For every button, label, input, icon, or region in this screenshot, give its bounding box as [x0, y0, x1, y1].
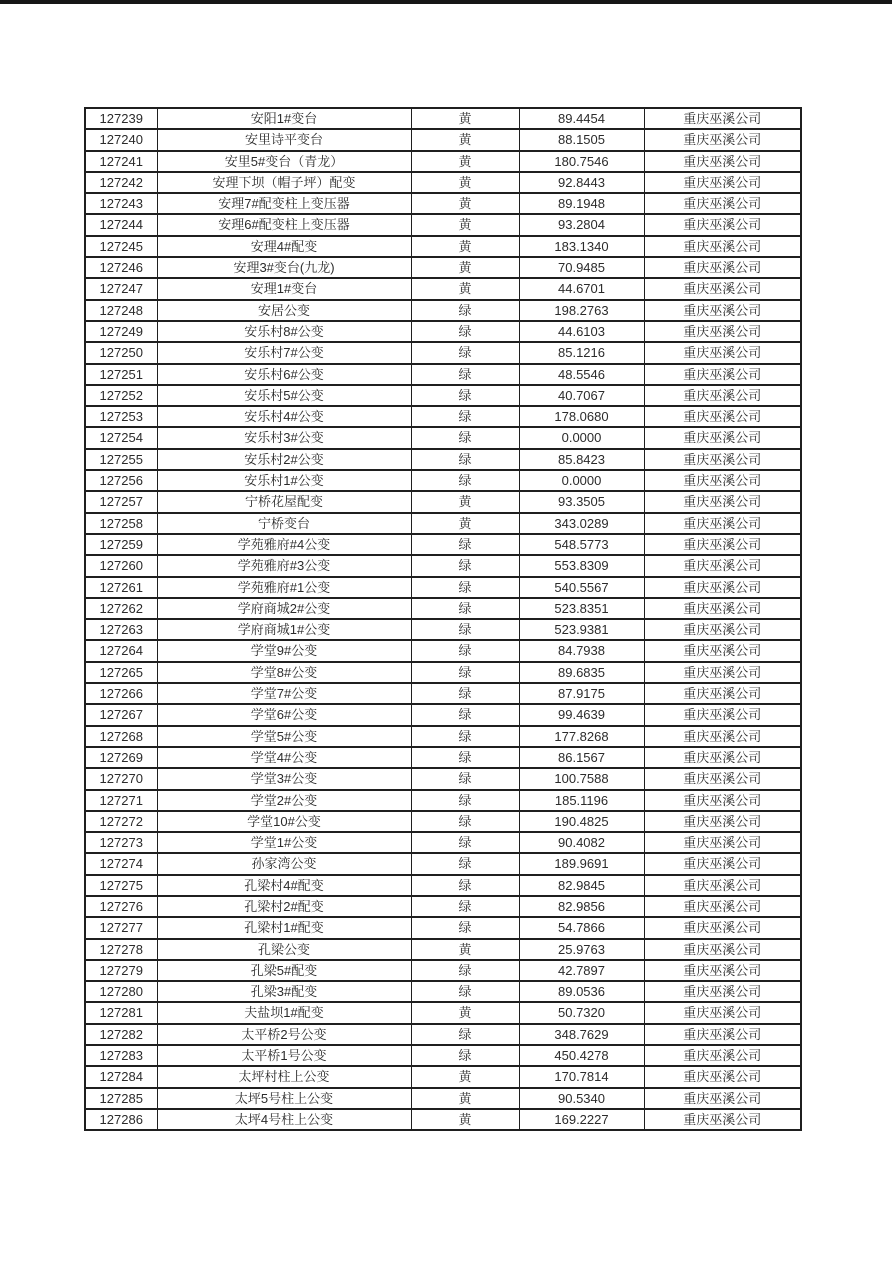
- cell-device-name: 孔梁3#配变: [157, 981, 411, 1002]
- cell-company: 重庆巫溪公司: [644, 513, 801, 534]
- cell-company: 重庆巫溪公司: [644, 1024, 801, 1045]
- cell-device-name: 安里5#变台（青龙）: [157, 151, 411, 172]
- cell-value: 553.8309: [519, 555, 644, 576]
- cell-value: 177.8268: [519, 726, 644, 747]
- cell-company: 重庆巫溪公司: [644, 981, 801, 1002]
- cell-device-name: 宁桥变台: [157, 513, 411, 534]
- table-row: [85, 939, 801, 960]
- cell-company: 重庆巫溪公司: [644, 321, 801, 342]
- cell-company: 重庆巫溪公司: [644, 875, 801, 896]
- cell-device-name: 学堂7#公变: [157, 683, 411, 704]
- cell-device-name: 太坪5号柱上公变: [157, 1088, 411, 1109]
- cell-record-id: 127243: [85, 193, 157, 214]
- cell-status-flag: 黄: [411, 491, 519, 512]
- cell-device-name: 学苑雅府#1公变: [157, 577, 411, 598]
- cell-company: 重庆巫溪公司: [644, 151, 801, 172]
- table-row: [85, 342, 801, 363]
- cell-status-flag: 黄: [411, 278, 519, 299]
- table-row: [85, 853, 801, 874]
- cell-device-name: 安理4#配变: [157, 236, 411, 257]
- table-row: [85, 385, 801, 406]
- cell-record-id: 127262: [85, 598, 157, 619]
- cell-company: 重庆巫溪公司: [644, 896, 801, 917]
- cell-record-id: 127260: [85, 555, 157, 576]
- cell-record-id: 127255: [85, 449, 157, 470]
- cell-status-flag: 黄: [411, 214, 519, 235]
- cell-record-id: 127245: [85, 236, 157, 257]
- cell-value: 44.6701: [519, 278, 644, 299]
- cell-record-id: 127242: [85, 172, 157, 193]
- cell-record-id: 127263: [85, 619, 157, 640]
- cell-value: 99.4639: [519, 704, 644, 725]
- cell-status-flag: 绿: [411, 1024, 519, 1045]
- cell-company: 重庆巫溪公司: [644, 1088, 801, 1109]
- cell-record-id: 127266: [85, 683, 157, 704]
- cell-record-id: 127270: [85, 768, 157, 789]
- cell-value: 93.3505: [519, 491, 644, 512]
- cell-device-name: 安里诗平变台: [157, 129, 411, 150]
- cell-company: 重庆巫溪公司: [644, 214, 801, 235]
- cell-status-flag: 黄: [411, 193, 519, 214]
- table-row: [85, 406, 801, 427]
- cell-status-flag: 绿: [411, 534, 519, 555]
- cell-value: 88.1505: [519, 129, 644, 150]
- cell-status-flag: 绿: [411, 768, 519, 789]
- cell-device-name: 夫盐坝1#配变: [157, 1002, 411, 1023]
- cell-company: 重庆巫溪公司: [644, 406, 801, 427]
- table-row: [85, 364, 801, 385]
- cell-company: 重庆巫溪公司: [644, 364, 801, 385]
- cell-record-id: 127240: [85, 129, 157, 150]
- cell-company: 重庆巫溪公司: [644, 598, 801, 619]
- cell-company: 重庆巫溪公司: [644, 385, 801, 406]
- cell-company: 重庆巫溪公司: [644, 470, 801, 491]
- cell-status-flag: 绿: [411, 662, 519, 683]
- cell-device-name: 学堂5#公变: [157, 726, 411, 747]
- table-row: [85, 470, 801, 491]
- cell-value: 169.2227: [519, 1109, 644, 1130]
- cell-device-name: 安理3#变台(九龙): [157, 257, 411, 278]
- table-row: [85, 640, 801, 661]
- cell-device-name: 宁桥花屋配变: [157, 491, 411, 512]
- cell-record-id: 127239: [85, 108, 157, 129]
- table-row: [85, 726, 801, 747]
- cell-record-id: 127285: [85, 1088, 157, 1109]
- cell-record-id: 127280: [85, 981, 157, 1002]
- table-row: [85, 981, 801, 1002]
- cell-record-id: 127273: [85, 832, 157, 853]
- cell-record-id: 127248: [85, 300, 157, 321]
- table-row: [85, 172, 801, 193]
- cell-value: 82.9845: [519, 875, 644, 896]
- table-row: [85, 896, 801, 917]
- cell-company: 重庆巫溪公司: [644, 853, 801, 874]
- cell-status-flag: 绿: [411, 427, 519, 448]
- cell-record-id: 127251: [85, 364, 157, 385]
- table-row: [85, 875, 801, 896]
- cell-record-id: 127256: [85, 470, 157, 491]
- cell-status-flag: 黄: [411, 257, 519, 278]
- cell-value: 92.8443: [519, 172, 644, 193]
- cell-device-name: 学府商城1#公变: [157, 619, 411, 640]
- cell-record-id: 127253: [85, 406, 157, 427]
- table-body: [85, 108, 801, 1130]
- cell-record-id: 127247: [85, 278, 157, 299]
- table-row: [85, 236, 801, 257]
- cell-device-name: 学堂10#公变: [157, 811, 411, 832]
- cell-value: 50.7320: [519, 1002, 644, 1023]
- cell-status-flag: 绿: [411, 342, 519, 363]
- cell-status-flag: 绿: [411, 726, 519, 747]
- cell-device-name: 学堂1#公变: [157, 832, 411, 853]
- cell-record-id: 127254: [85, 427, 157, 448]
- table-row: [85, 300, 801, 321]
- cell-device-name: 学堂3#公变: [157, 768, 411, 789]
- cell-device-name: 安乐村6#公变: [157, 364, 411, 385]
- cell-value: 89.1948: [519, 193, 644, 214]
- cell-device-name: 安乐村5#公变: [157, 385, 411, 406]
- cell-device-name: 安居公变: [157, 300, 411, 321]
- cell-status-flag: 绿: [411, 853, 519, 874]
- table-row: [85, 704, 801, 725]
- cell-device-name: 安理下坝（帽子坪）配变: [157, 172, 411, 193]
- cell-value: 54.7866: [519, 917, 644, 938]
- table-row: [85, 960, 801, 981]
- cell-record-id: 127281: [85, 1002, 157, 1023]
- cell-status-flag: 绿: [411, 385, 519, 406]
- cell-device-name: 太坪村柱上公变: [157, 1066, 411, 1087]
- cell-device-name: 安乐村7#公变: [157, 342, 411, 363]
- cell-value: 198.2763: [519, 300, 644, 321]
- cell-device-name: 安乐村2#公变: [157, 449, 411, 470]
- cell-company: 重庆巫溪公司: [644, 1045, 801, 1066]
- cell-company: 重庆巫溪公司: [644, 747, 801, 768]
- cell-company: 重庆巫溪公司: [644, 555, 801, 576]
- cell-company: 重庆巫溪公司: [644, 640, 801, 661]
- transformer-data-table: [84, 107, 802, 1131]
- cell-value: 178.0680: [519, 406, 644, 427]
- cell-company: 重庆巫溪公司: [644, 577, 801, 598]
- table-row: [85, 790, 801, 811]
- cell-value: 180.7546: [519, 151, 644, 172]
- cell-value: 44.6103: [519, 321, 644, 342]
- table-row: [85, 1066, 801, 1087]
- cell-value: 89.0536: [519, 981, 644, 1002]
- cell-status-flag: 绿: [411, 981, 519, 1002]
- cell-value: 348.7629: [519, 1024, 644, 1045]
- cell-record-id: 127277: [85, 917, 157, 938]
- cell-device-name: 学堂6#公变: [157, 704, 411, 725]
- cell-record-id: 127276: [85, 896, 157, 917]
- cell-device-name: 安乐村8#公变: [157, 321, 411, 342]
- cell-company: 重庆巫溪公司: [644, 236, 801, 257]
- cell-status-flag: 绿: [411, 619, 519, 640]
- cell-company: 重庆巫溪公司: [644, 704, 801, 725]
- cell-value: 89.6835: [519, 662, 644, 683]
- cell-value: 100.7588: [519, 768, 644, 789]
- table-row: [85, 619, 801, 640]
- cell-company: 重庆巫溪公司: [644, 832, 801, 853]
- cell-record-id: 127259: [85, 534, 157, 555]
- cell-company: 重庆巫溪公司: [644, 811, 801, 832]
- cell-value: 90.4082: [519, 832, 644, 853]
- cell-device-name: 孔梁公变: [157, 939, 411, 960]
- cell-record-id: 127261: [85, 577, 157, 598]
- cell-company: 重庆巫溪公司: [644, 491, 801, 512]
- cell-company: 重庆巫溪公司: [644, 300, 801, 321]
- cell-record-id: 127269: [85, 747, 157, 768]
- cell-value: 84.7938: [519, 640, 644, 661]
- cell-record-id: 127282: [85, 1024, 157, 1045]
- cell-device-name: 学苑雅府#3公变: [157, 555, 411, 576]
- cell-company: 重庆巫溪公司: [644, 1002, 801, 1023]
- table-row: [85, 257, 801, 278]
- cell-value: 183.1340: [519, 236, 644, 257]
- cell-value: 343.0289: [519, 513, 644, 534]
- cell-status-flag: 绿: [411, 960, 519, 981]
- table-row: [85, 1045, 801, 1066]
- cell-device-name: 学堂9#公变: [157, 640, 411, 661]
- cell-value: 89.4454: [519, 108, 644, 129]
- cell-device-name: 安理1#变台: [157, 278, 411, 299]
- cell-status-flag: 绿: [411, 555, 519, 576]
- cell-status-flag: 黄: [411, 1109, 519, 1130]
- cell-status-flag: 绿: [411, 790, 519, 811]
- cell-company: 重庆巫溪公司: [644, 129, 801, 150]
- table-row: [85, 662, 801, 683]
- cell-device-name: 学堂2#公变: [157, 790, 411, 811]
- cell-company: 重庆巫溪公司: [644, 939, 801, 960]
- cell-status-flag: 绿: [411, 577, 519, 598]
- table-row: [85, 832, 801, 853]
- cell-company: 重庆巫溪公司: [644, 193, 801, 214]
- cell-status-flag: 绿: [411, 811, 519, 832]
- cell-device-name: 学堂4#公变: [157, 747, 411, 768]
- cell-company: 重庆巫溪公司: [644, 257, 801, 278]
- cell-value: 25.9763: [519, 939, 644, 960]
- cell-record-id: 127283: [85, 1045, 157, 1066]
- table-row: [85, 768, 801, 789]
- cell-record-id: 127275: [85, 875, 157, 896]
- cell-value: 0.0000: [519, 427, 644, 448]
- cell-status-flag: 绿: [411, 747, 519, 768]
- table-row: [85, 1002, 801, 1023]
- cell-status-flag: 绿: [411, 321, 519, 342]
- cell-value: 85.8423: [519, 449, 644, 470]
- cell-value: 82.9856: [519, 896, 644, 917]
- cell-status-flag: 绿: [411, 406, 519, 427]
- cell-record-id: 127244: [85, 214, 157, 235]
- cell-status-flag: 黄: [411, 939, 519, 960]
- cell-value: 523.8351: [519, 598, 644, 619]
- cell-status-flag: 绿: [411, 598, 519, 619]
- table-row: [85, 108, 801, 129]
- cell-device-name: 安理7#配变柱上变压器: [157, 193, 411, 214]
- cell-device-name: 孔梁5#配变: [157, 960, 411, 981]
- cell-company: 重庆巫溪公司: [644, 278, 801, 299]
- cell-status-flag: 黄: [411, 172, 519, 193]
- cell-value: 90.5340: [519, 1088, 644, 1109]
- table-row: [85, 278, 801, 299]
- cell-device-name: 孔梁村1#配变: [157, 917, 411, 938]
- cell-record-id: 127250: [85, 342, 157, 363]
- cell-value: 48.5546: [519, 364, 644, 385]
- table-row: [85, 321, 801, 342]
- cell-status-flag: 黄: [411, 1066, 519, 1087]
- cell-value: 540.5567: [519, 577, 644, 598]
- cell-device-name: 学苑雅府#4公变: [157, 534, 411, 555]
- cell-value: 185.1196: [519, 790, 644, 811]
- cell-status-flag: 黄: [411, 236, 519, 257]
- table-row: [85, 491, 801, 512]
- cell-value: 40.7067: [519, 385, 644, 406]
- cell-company: 重庆巫溪公司: [644, 619, 801, 640]
- table-row: [85, 534, 801, 555]
- table-container: [84, 107, 802, 1131]
- cell-company: 重庆巫溪公司: [644, 917, 801, 938]
- cell-value: 70.9485: [519, 257, 644, 278]
- cell-device-name: 孔梁村4#配变: [157, 875, 411, 896]
- cell-device-name: 安乐村1#公变: [157, 470, 411, 491]
- cell-company: 重庆巫溪公司: [644, 427, 801, 448]
- cell-record-id: 127279: [85, 960, 157, 981]
- cell-company: 重庆巫溪公司: [644, 172, 801, 193]
- cell-company: 重庆巫溪公司: [644, 108, 801, 129]
- cell-device-name: 安阳1#变台: [157, 108, 411, 129]
- cell-device-name: 安理6#配变柱上变压器: [157, 214, 411, 235]
- cell-status-flag: 黄: [411, 129, 519, 150]
- table-row: [85, 598, 801, 619]
- cell-value: 189.9691: [519, 853, 644, 874]
- cell-record-id: 127264: [85, 640, 157, 661]
- cell-company: 重庆巫溪公司: [644, 342, 801, 363]
- table-row: [85, 811, 801, 832]
- cell-value: 450.4278: [519, 1045, 644, 1066]
- table-row: [85, 1109, 801, 1130]
- cell-device-name: 安乐村4#公变: [157, 406, 411, 427]
- table-row: [85, 917, 801, 938]
- cell-device-name: 太平桥1号公变: [157, 1045, 411, 1066]
- cell-record-id: 127265: [85, 662, 157, 683]
- table-row: [85, 683, 801, 704]
- cell-record-id: 127241: [85, 151, 157, 172]
- cell-status-flag: 绿: [411, 364, 519, 385]
- cell-status-flag: 绿: [411, 704, 519, 725]
- cell-device-name: 学堂8#公变: [157, 662, 411, 683]
- cell-record-id: 127246: [85, 257, 157, 278]
- table-row: [85, 449, 801, 470]
- cell-company: 重庆巫溪公司: [644, 790, 801, 811]
- cell-company: 重庆巫溪公司: [644, 768, 801, 789]
- cell-status-flag: 绿: [411, 1045, 519, 1066]
- table-row: [85, 193, 801, 214]
- cell-company: 重庆巫溪公司: [644, 1109, 801, 1130]
- cell-record-id: 127258: [85, 513, 157, 534]
- cell-status-flag: 绿: [411, 683, 519, 704]
- cell-status-flag: 黄: [411, 513, 519, 534]
- cell-status-flag: 黄: [411, 151, 519, 172]
- cell-device-name: 学府商城2#公变: [157, 598, 411, 619]
- cell-value: 190.4825: [519, 811, 644, 832]
- page-top-border: [0, 0, 892, 4]
- cell-record-id: 127268: [85, 726, 157, 747]
- cell-company: 重庆巫溪公司: [644, 683, 801, 704]
- table-row: [85, 747, 801, 768]
- cell-status-flag: 绿: [411, 917, 519, 938]
- cell-record-id: 127272: [85, 811, 157, 832]
- cell-company: 重庆巫溪公司: [644, 662, 801, 683]
- table-row: [85, 427, 801, 448]
- cell-company: 重庆巫溪公司: [644, 534, 801, 555]
- cell-device-name: 孙家湾公变: [157, 853, 411, 874]
- cell-record-id: 127257: [85, 491, 157, 512]
- cell-device-name: 太坪4号柱上公变: [157, 1109, 411, 1130]
- cell-record-id: 127284: [85, 1066, 157, 1087]
- cell-company: 重庆巫溪公司: [644, 1066, 801, 1087]
- table-row: [85, 151, 801, 172]
- cell-status-flag: 绿: [411, 875, 519, 896]
- cell-record-id: 127286: [85, 1109, 157, 1130]
- cell-record-id: 127267: [85, 704, 157, 725]
- cell-value: 85.1216: [519, 342, 644, 363]
- cell-record-id: 127274: [85, 853, 157, 874]
- table-row: [85, 555, 801, 576]
- table-row: [85, 513, 801, 534]
- cell-company: 重庆巫溪公司: [644, 726, 801, 747]
- cell-status-flag: 绿: [411, 640, 519, 661]
- cell-record-id: 127249: [85, 321, 157, 342]
- table-row: [85, 1088, 801, 1109]
- cell-value: 170.7814: [519, 1066, 644, 1087]
- table-row: [85, 214, 801, 235]
- cell-device-name: 太平桥2号公变: [157, 1024, 411, 1045]
- cell-value: 87.9175: [519, 683, 644, 704]
- cell-status-flag: 黄: [411, 108, 519, 129]
- cell-record-id: 127278: [85, 939, 157, 960]
- table-row: [85, 1024, 801, 1045]
- table-row: [85, 129, 801, 150]
- cell-device-name: 安乐村3#公变: [157, 427, 411, 448]
- cell-device-name: 孔梁村2#配变: [157, 896, 411, 917]
- cell-record-id: 127271: [85, 790, 157, 811]
- cell-status-flag: 绿: [411, 300, 519, 321]
- cell-status-flag: 黄: [411, 1002, 519, 1023]
- cell-status-flag: 黄: [411, 1088, 519, 1109]
- table-row: [85, 577, 801, 598]
- cell-value: 523.9381: [519, 619, 644, 640]
- cell-company: 重庆巫溪公司: [644, 960, 801, 981]
- cell-status-flag: 绿: [411, 449, 519, 470]
- cell-status-flag: 绿: [411, 832, 519, 853]
- cell-status-flag: 绿: [411, 470, 519, 491]
- cell-value: 86.1567: [519, 747, 644, 768]
- cell-value: 93.2804: [519, 214, 644, 235]
- cell-value: 548.5773: [519, 534, 644, 555]
- cell-company: 重庆巫溪公司: [644, 449, 801, 470]
- cell-value: 0.0000: [519, 470, 644, 491]
- cell-status-flag: 绿: [411, 896, 519, 917]
- cell-record-id: 127252: [85, 385, 157, 406]
- cell-value: 42.7897: [519, 960, 644, 981]
